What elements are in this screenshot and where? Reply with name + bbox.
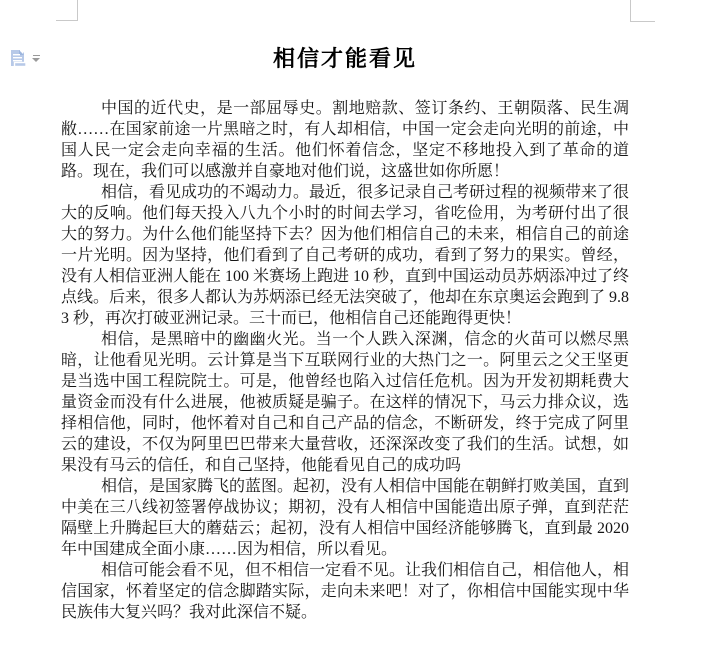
paragraph-kaoyan-subing-tian[interactable]: 相信，看见成功的不竭动力。最近，很多记录自己考研过程的视频带来了很大的反响。他们每天投入八九个小时的时间去学习，省吃俭用，为考研付出了很大的努力。为什么他们能坚持下去？因为他们相信自己的未来，相信自己的前途一片光明。因为坚持，他们看到了自己考研的成功，看到了努力的果实。曾经，没有人相信亚洲人能在 100 米赛场上跑进 10 秒，直到中国运动员苏炳添冲过了终点线。后来，很多人都认为苏炳添已经无法突破了，他却在东京奥运会跑到了 9.83 秒，再次打破亚洲记录。三十而已，他相信自己还能跑得更快！ bbox=[61, 184, 630, 327]
dropdown-arrow-icon bbox=[32, 55, 40, 62]
paste-document-icon bbox=[10, 49, 27, 69]
paragraph-aliyun-wangjian[interactable]: 相信，是黑暗中的幽幽火光。当一个人跌入深渊，信念的火苗可以燃尽黑暗，让他看见光明。云计算是当下互联网行业的大热门之一。阿里云之父王坚更是当选中国工程院院士。可是，他曾经也陷入过信任危机。因为开发初期耗费大量资金而没有什么进展，他被质疑是骗子。在这样的情况下，马云力排众议，选择相信他，同时，他怀着对自己和自己产品的信念，不断研发，终于完成了阿里云的建设，不仅为阿里巴巴带来大量营收，还深深改变了我们的生活。试想，如果没有马云的信任，和自己坚持，他能看见自己的成功吗 bbox=[61, 331, 629, 474]
document-body bbox=[61, 98, 629, 623]
margin-mark-top-left bbox=[56, 0, 78, 21]
margin-mark-top-right bbox=[630, 0, 655, 22]
paragraph-intro[interactable]: 中国的近代史，是一部屈辱史。割地赔款、签订条约、王朝陨落、民生凋敝……在国家前途一片黑暗之时，有人却相信，中国一定会走向光明的前途，中国人民一定会走向幸福的生活。他们怀着信念，坚定不移地投入到了革命的道路。现在，我们可以感激并自豪地对他们说，这盛世如你所愿！ bbox=[61, 100, 629, 180]
paste-options-button[interactable] bbox=[10, 49, 40, 69]
paragraph-nation-blueprint[interactable]: 相信，是国家腾飞的蓝图。起初，没有人相信中国能在朝鲜打败美国，直到中美在三八线初签署停战协议；期初，没有人相信中国能造出原子弹，直到茫茫隔壁上升腾起巨大的蘑菇云；起初，没有人相信中国经济能够腾飞，直到最 2020 年中国建成全面小康……因为相信，所以看见。 bbox=[61, 478, 630, 558]
paragraph-conclusion[interactable]: 相信可能会看不见，但不相信一定看不见。让我们相信自己，相信他人，相信国家，怀着坚定的信念脚踏实际，走向未来吧！对了，你相信中国能实现中华民族伟大复兴吗？我对此深信不疑。 bbox=[61, 562, 630, 621]
document-title[interactable]: 相信才能看见 bbox=[272, 46, 417, 71]
document-content bbox=[61, 42, 629, 623]
